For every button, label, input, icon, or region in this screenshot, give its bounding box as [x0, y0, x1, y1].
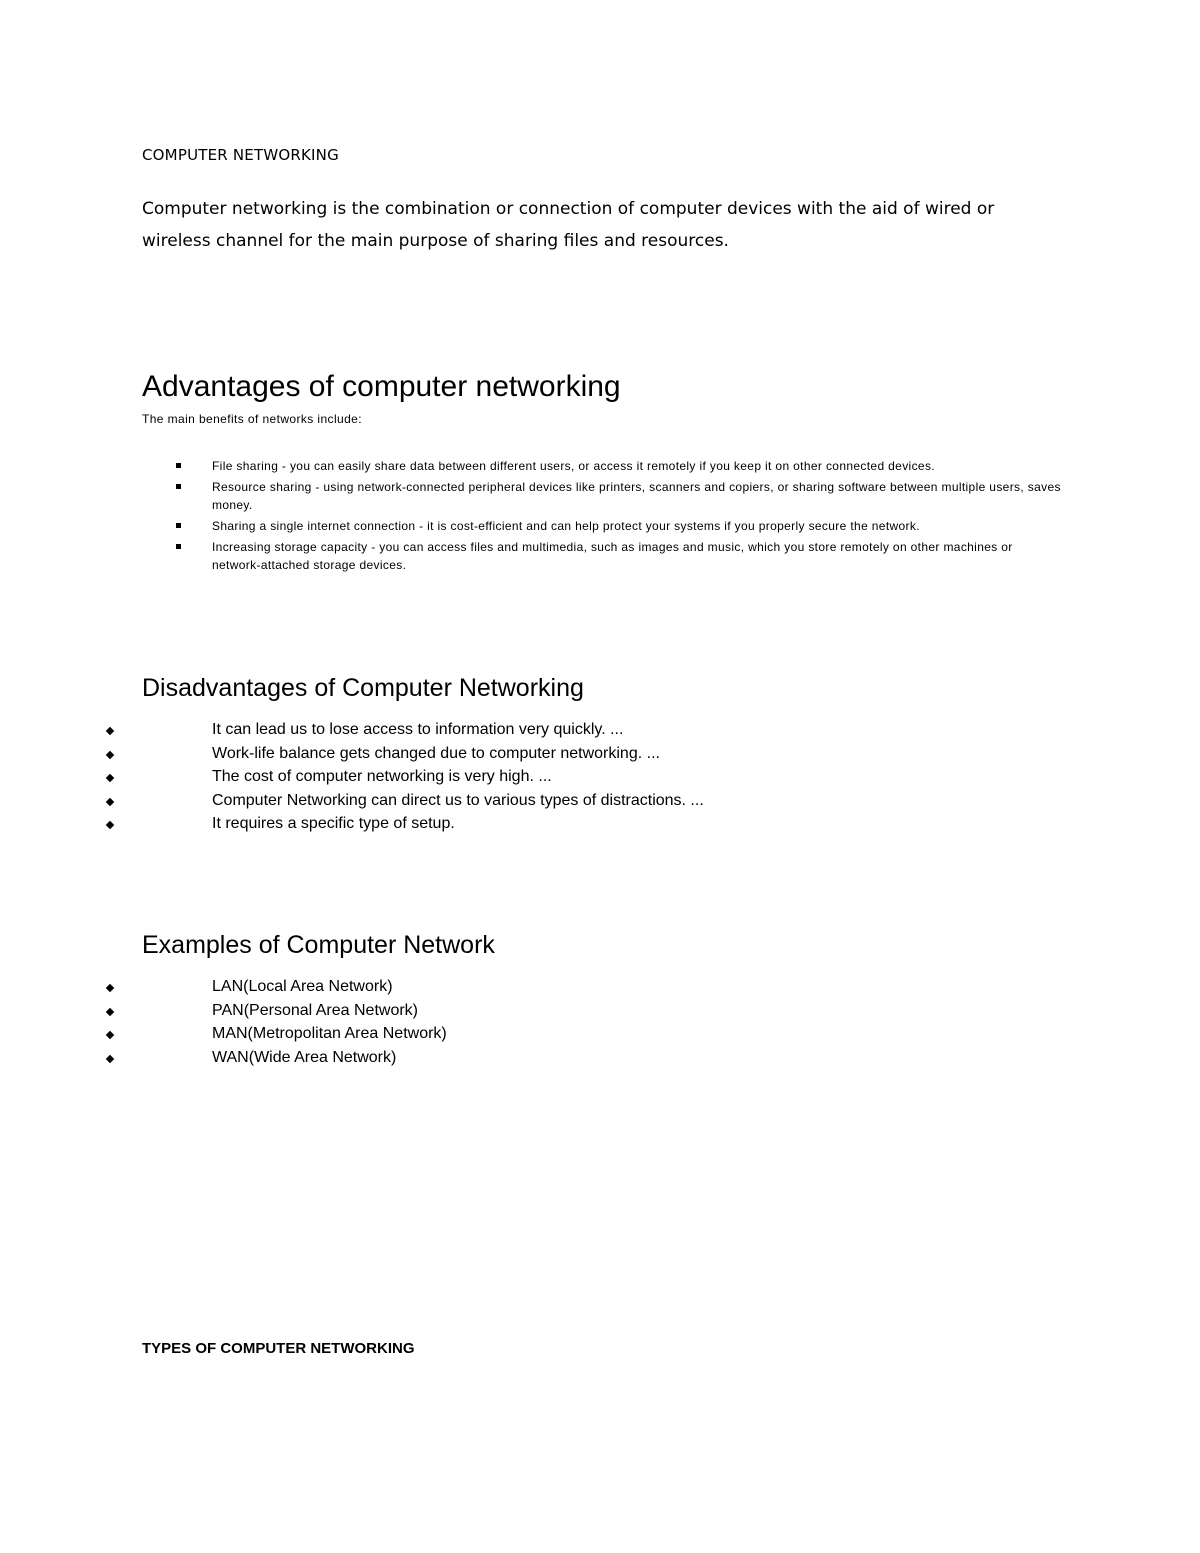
list-item-text: Increasing storage capacity - you can access files and multimedia, such as images and music, which you store remotely on other machines or network-attached storage devices. — [212, 540, 1013, 572]
list-item-text: Sharing a single internet connection - it is cost-efficient and can help protect your systems if you properly secure the network. — [212, 519, 920, 533]
diamond-bullet-icon — [106, 797, 114, 805]
document-title: COMPUTER NETWORKING — [142, 146, 339, 164]
diamond-bullet-icon — [106, 774, 114, 782]
list-item — [100, 765, 1000, 789]
list-item-text: The cost of computer networking is very high. ... — [212, 768, 552, 785]
list-item — [142, 538, 1062, 574]
list-item-text: Work-life balance gets changed due to computer networking. ... — [212, 744, 660, 762]
list-item-text: LAN(Local Area Network) — [212, 978, 393, 995]
diamond-bullet-icon — [106, 821, 114, 829]
square-bullet-icon — [176, 523, 181, 528]
square-bullet-icon — [176, 484, 181, 489]
list-item — [100, 1022, 1000, 1046]
list-item-text: Resource sharing - using network-connected peripheral devices like printers, scanners and copiers, or sharing software between multiple users, saves money. — [212, 480, 1061, 512]
list-item — [100, 718, 1000, 742]
list-item-text: PAN(Personal Area Network) — [212, 1001, 418, 1019]
list-item-text: It can lead us to lose access to information very quickly. ... — [212, 721, 624, 738]
list-item-text: Computer Networking can direct us to various types of distractions. ... — [212, 791, 704, 809]
list-item — [100, 789, 1000, 813]
disadvantages-list — [100, 718, 1000, 836]
list-item — [142, 478, 1062, 514]
list-item — [100, 812, 1000, 836]
list-item-text: File sharing - you can easily share data between different users, or access it remotely if you keep it on other connected devices. — [212, 459, 935, 473]
diamond-bullet-icon — [106, 750, 114, 758]
list-item — [142, 517, 1062, 535]
types-heading: TYPES OF COMPUTER NETWORKING — [142, 1340, 415, 1357]
list-item — [100, 1046, 1000, 1070]
diamond-bullet-icon — [106, 984, 114, 992]
square-bullet-icon — [176, 544, 181, 549]
list-item — [142, 457, 1062, 475]
advantages-intro: The main benefits of networks include: — [142, 412, 362, 426]
diamond-bullet-icon — [106, 1054, 114, 1062]
square-bullet-icon — [176, 463, 181, 468]
diamond-bullet-icon — [106, 1007, 114, 1015]
list-item — [100, 742, 1000, 766]
list-item-text: It requires a specific type of setup. — [212, 815, 455, 832]
intro-paragraph: Computer networking is the combination or connection of computer devices with the aid of wired or wireless channel for the main purpose of sharing files and resources. — [142, 199, 995, 251]
list-item-text: WAN(Wide Area Network) — [212, 1048, 397, 1066]
list-item — [100, 999, 1000, 1023]
disadvantages-heading: Disadvantages of Computer Networking — [142, 674, 584, 702]
list-item — [100, 975, 1000, 999]
list-item-text: MAN(Metropolitan Area Network) — [212, 1025, 447, 1042]
advantages-heading: Advantages of computer networking — [142, 370, 621, 403]
advantages-list — [142, 457, 1062, 577]
examples-heading: Examples of Computer Network — [142, 931, 495, 959]
diamond-bullet-icon — [106, 727, 114, 735]
examples-list — [100, 975, 1000, 1069]
diamond-bullet-icon — [106, 1031, 114, 1039]
